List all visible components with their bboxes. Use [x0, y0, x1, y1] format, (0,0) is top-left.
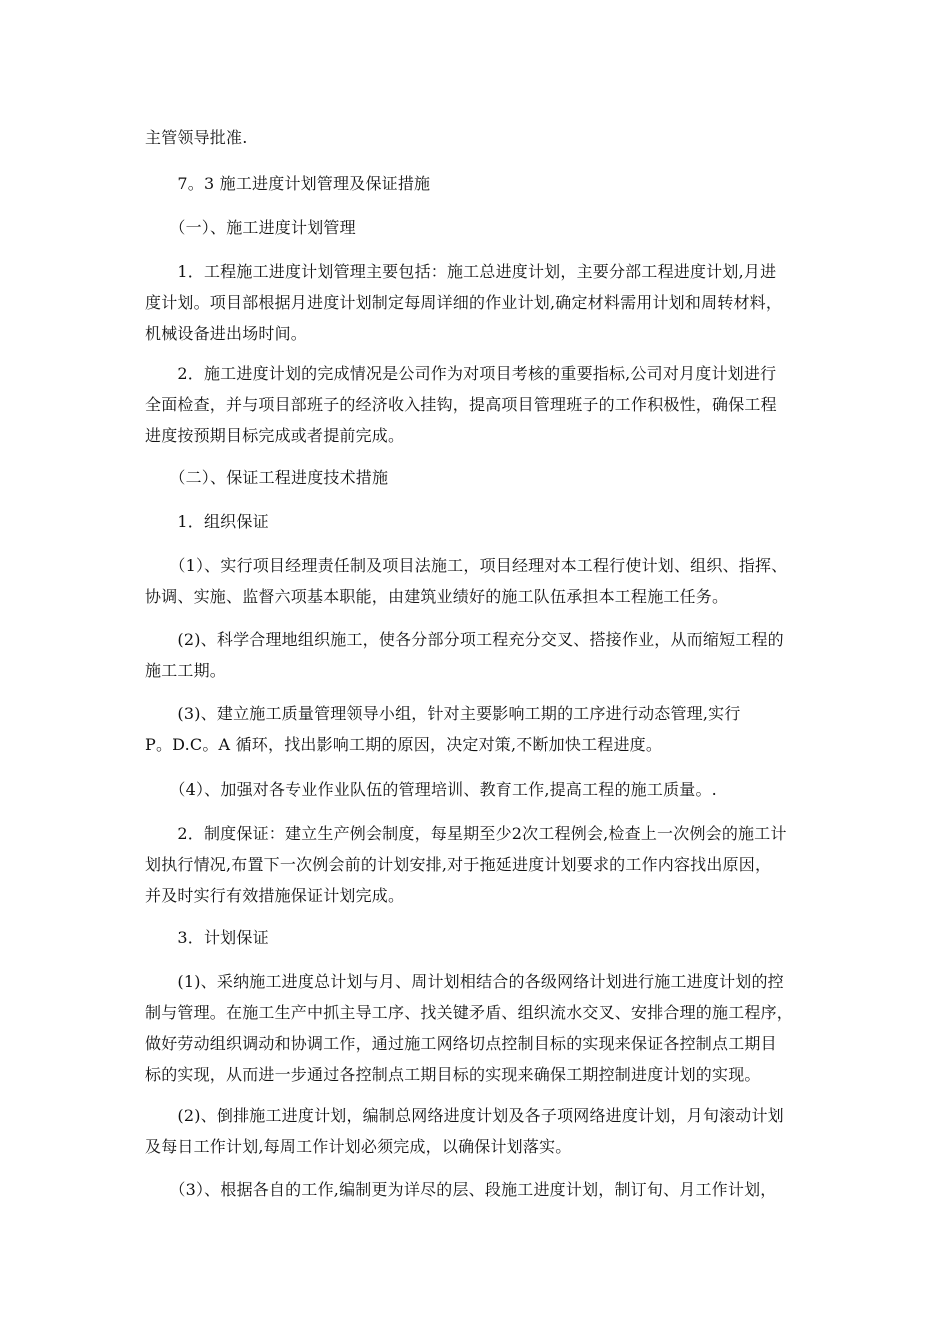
text-line: （1）、实行项目经理责任制及项目法施工，项目经理对本工程行使计划、组织、指挥、 [145, 556, 788, 575]
subsection-heading-1 [145, 212, 825, 243]
paragraph-org-2 [145, 624, 825, 686]
text-line: （二）、保证工程进度技术措施 [145, 468, 389, 487]
text-line: 并及时实行有效措施保证计划完成。 [145, 886, 405, 905]
text-line: （一）、施工进度计划管理 [145, 218, 356, 237]
text-line: 3．计划保证 [145, 928, 269, 947]
paragraph-approval [145, 122, 825, 153]
text-line: (2)、科学合理地组织施工，使各分部分项工程充分交叉、搭接作业，从而缩短工程的 [145, 630, 784, 649]
text-line: 施工工期。 [145, 661, 227, 680]
text-line: （4）、加强对各专业作业队伍的管理培训、教育工作,提高工程的施工质量。. [145, 780, 717, 799]
section-heading-7-3 [145, 168, 825, 199]
text-line: 做好劳动组织调动和协调工作，通过施工网络切点控制目标的实现来保证各控制点工期目 [145, 1034, 777, 1053]
text-line: 7。3 施工进度计划管理及保证措施 [145, 174, 431, 193]
text-line: P。D.C。A 循环，找出影响工期的原因，决定对策,不断加快工程进度。 [145, 735, 663, 754]
text-line: 进度按预期目标完成或者提前完成。 [145, 426, 405, 445]
item-heading-plan [145, 922, 825, 953]
item-heading-organization [145, 506, 825, 537]
paragraph-org-1 [145, 550, 825, 612]
paragraph-plan-3 [145, 1174, 825, 1205]
text-line: (3)、建立施工质量管理领导小组，针对主要影响工期的工序进行动态管理,实行 [145, 704, 741, 723]
paragraph-org-4 [145, 774, 825, 805]
paragraph-plan-management [145, 256, 825, 349]
text-line: 1．工程施工进度计划管理主要包括：施工总进度计划，主要分部工程进度计划,月进 [145, 262, 777, 281]
text-line: (2)、倒排施工进度计划，编制总网络进度计划及各子项网络进度计划，月旬滚动计划 [145, 1106, 784, 1125]
text-line: 全面检查，并与项目部班子的经济收入挂钩，提高项目管理班子的工作积极性，确保工程 [145, 395, 777, 414]
text-line: （3）、根据各自的工作,编制更为详尽的层、段施工进度计划，制订旬、月工作计划， [145, 1180, 777, 1199]
text-line: 及每日工作计划,每周工作计划必须完成，以确保计划落实。 [145, 1137, 572, 1156]
text-line: 协调、实施、监督六项基本职能，由建筑业绩好的施工队伍承担本工程施工任务。 [145, 587, 729, 606]
text-line: 1．组织保证 [145, 512, 269, 531]
text-line: 制与管理。在施工生产中抓主导工序、找关键矛盾、组织流水交叉、安排合理的施工程序， [145, 1003, 794, 1022]
text-line: 主管领导批准. [145, 128, 248, 147]
text-line: 度计划。项目部根据月进度计划制定每周详细的作业计划,确定材料需用计划和周转材料， [145, 293, 783, 312]
paragraph-plan-completion [145, 358, 825, 451]
subsection-heading-2 [145, 462, 825, 493]
paragraph-plan-2 [145, 1100, 825, 1162]
text-line: (1)、采纳施工进度总计划与月、周计划相结合的各级网络计划进行施工进度计划的控 [145, 972, 784, 991]
text-line: 标的实现，从而进一步通过各控制点工期目标的实现来确保工期控制进度计划的实现。 [145, 1065, 761, 1084]
text-line: 划执行情况,布置下一次例会前的计划安排,对于拖延进度计划要求的工作内容找出原因， [145, 855, 772, 874]
paragraph-system-guarantee [145, 818, 825, 911]
text-line: 2．制度保证：建立生产例会制度，每星期至少2次工程例会,检查上一次例会的施工计 [145, 824, 787, 843]
text-line: 机械设备进出场时间。 [145, 324, 308, 343]
text-line: 2．施工进度计划的完成情况是公司作为对项目考核的重要指标,公司对月度计划进行 [145, 364, 777, 383]
paragraph-plan-1 [145, 966, 825, 1090]
paragraph-org-3 [145, 698, 825, 760]
